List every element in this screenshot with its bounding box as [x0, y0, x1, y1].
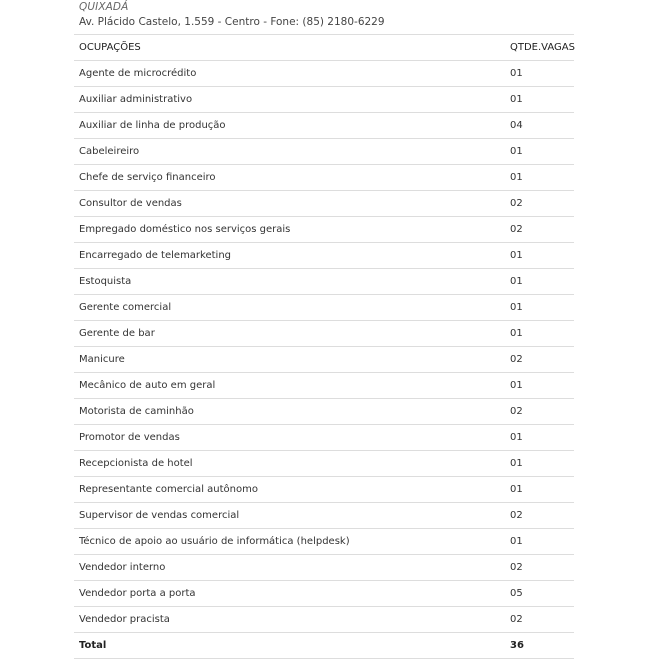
address-line: Av. Plácido Castelo, 1.559 - Centro - Fone: (85) 2180-6229: [79, 16, 385, 28]
table-body: [74, 61, 574, 659]
city-name: QUIXADÁ: [79, 1, 129, 13]
quantity-cell: 01: [505, 269, 574, 295]
occupation-cell: Motorista de caminhão: [74, 399, 505, 425]
occupation-cell: Gerente comercial: [74, 295, 505, 321]
quantity-cell: 01: [505, 425, 574, 451]
table-row: [74, 451, 574, 477]
vacancies-table: [74, 34, 574, 659]
quantity-cell: 02: [505, 503, 574, 529]
quantity-cell: 02: [505, 217, 574, 243]
quantity-cell: 01: [505, 243, 574, 269]
occupation-cell: Agente de microcrédito: [74, 61, 505, 87]
quantity-cell: 01: [505, 139, 574, 165]
occupation-cell: Auxiliar de linha de produção: [74, 113, 505, 139]
quantity-cell: 01: [505, 87, 574, 113]
table-row: [74, 555, 574, 581]
occupation-cell: Empregado doméstico nos serviços gerais: [74, 217, 505, 243]
total-label: Total: [74, 633, 505, 659]
quantity-cell: 01: [505, 373, 574, 399]
quantity-cell: 01: [505, 61, 574, 87]
table-row: [74, 87, 574, 113]
header-quantity: QTDE.VAGAS: [505, 35, 574, 61]
quantity-cell: 01: [505, 295, 574, 321]
occupation-cell: Estoquista: [74, 269, 505, 295]
total-quantity: 36: [505, 633, 574, 659]
table-row: [74, 243, 574, 269]
occupation-cell: Técnico de apoio ao usuário de informática (helpdesk): [74, 529, 505, 555]
quantity-cell: 02: [505, 399, 574, 425]
occupation-cell: Encarregado de telemarketing: [74, 243, 505, 269]
table-row: [74, 113, 574, 139]
occupation-cell: Supervisor de vendas comercial: [74, 503, 505, 529]
occupation-cell: Manicure: [74, 347, 505, 373]
quantity-cell: 01: [505, 477, 574, 503]
occupation-cell: Vendedor pracista: [74, 607, 505, 633]
quantity-cell: 01: [505, 529, 574, 555]
quantity-cell: 01: [505, 321, 574, 347]
table-row: [74, 295, 574, 321]
table-row: [74, 165, 574, 191]
occupation-cell: Promotor de vendas: [74, 425, 505, 451]
table-row: [74, 139, 574, 165]
table-row: [74, 399, 574, 425]
occupation-cell: Mecânico de auto em geral: [74, 373, 505, 399]
table-row: [74, 191, 574, 217]
occupation-cell: Consultor de vendas: [74, 191, 505, 217]
table-row: [74, 425, 574, 451]
table-row: [74, 61, 574, 87]
quantity-cell: 02: [505, 555, 574, 581]
quantity-cell: 02: [505, 347, 574, 373]
table-row: [74, 373, 574, 399]
header-occupations: OCUPAÇÕES: [74, 35, 505, 61]
occupation-cell: Vendedor interno: [74, 555, 505, 581]
total-row: [74, 633, 574, 659]
quantity-cell: 05: [505, 581, 574, 607]
occupation-cell: Cabeleireiro: [74, 139, 505, 165]
table-row: [74, 607, 574, 633]
quantity-cell: 02: [505, 607, 574, 633]
quantity-cell: 04: [505, 113, 574, 139]
quantity-cell: 02: [505, 191, 574, 217]
occupation-cell: Auxiliar administrativo: [74, 87, 505, 113]
table-row: [74, 581, 574, 607]
table-row: [74, 321, 574, 347]
job-listing-section: [74, 0, 574, 659]
table-row: [74, 477, 574, 503]
table-row: [74, 503, 574, 529]
occupation-cell: Chefe de serviço financeiro: [74, 165, 505, 191]
occupation-cell: Recepcionista de hotel: [74, 451, 505, 477]
occupation-cell: Vendedor porta a porta: [74, 581, 505, 607]
table-row: [74, 269, 574, 295]
table-row: [74, 529, 574, 555]
quantity-cell: 01: [505, 165, 574, 191]
table-row: [74, 347, 574, 373]
occupation-cell: Representante comercial autônomo: [74, 477, 505, 503]
quantity-cell: 01: [505, 451, 574, 477]
occupation-cell: Gerente de bar: [74, 321, 505, 347]
table-row: [74, 217, 574, 243]
table-header-row: [74, 35, 574, 61]
